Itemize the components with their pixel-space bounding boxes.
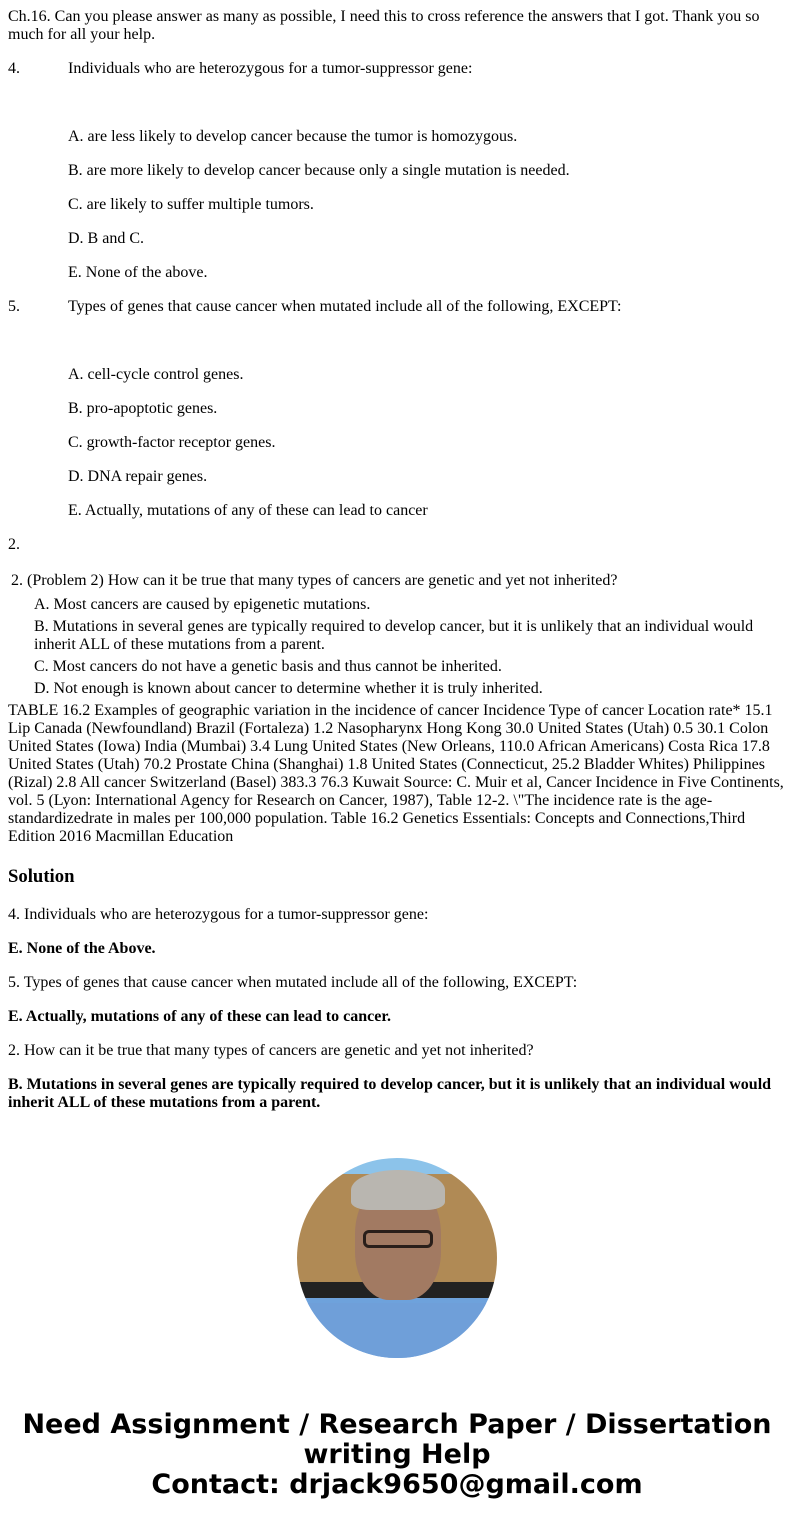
answer-text: E. None of the Above. <box>8 940 156 957</box>
option: C. are likely to suffer multiple tumors. <box>68 196 314 213</box>
spacer <box>8 94 786 112</box>
footer-contact: Contact: drjack9650@gmail.com <box>151 1469 643 1500</box>
solution-answer <box>8 940 786 958</box>
question-text: Individuals who are heterozygous for a tumor-suppressor gene: <box>68 60 473 77</box>
question-number: 4. <box>8 60 20 77</box>
spacer <box>8 332 786 350</box>
footer-banner <box>8 1410 786 1500</box>
option: C. growth-factor receptor genes. <box>68 434 276 451</box>
author-photo-wrap <box>8 1158 786 1358</box>
option: B. are more likely to develop cancer because only a single mutation is needed. <box>68 162 570 179</box>
question-number: 5. <box>8 298 20 315</box>
solution-question: 2. How can it be true that many types of cancers are genetic and yet not inherited? <box>8 1042 534 1059</box>
footer-help-text: Need Assignment / Research Paper / Dissertation writing Help <box>22 1409 772 1470</box>
option: A. Most cancers are caused by epigenetic mutations. <box>34 596 371 613</box>
solution-answer <box>8 1076 786 1112</box>
solution-answer <box>8 1008 786 1026</box>
question-2-text: 2. (Problem 2) How can it be true that many types of cancers are genetic and yet not inherited? <box>11 572 618 589</box>
option: A. cell-cycle control genes. <box>68 366 244 383</box>
question-2-options <box>34 596 786 698</box>
question-5 <box>8 298 786 316</box>
answer-text: E. Actually, mutations of any of these can lead to cancer. <box>8 1008 391 1025</box>
question-text: Types of genes that cause cancer when mutated include all of the following, EXCEPT: <box>68 298 622 315</box>
option: D. DNA repair genes. <box>68 468 208 485</box>
option: B. pro-apoptotic genes. <box>68 400 218 417</box>
solution-question: 5. Types of genes that cause cancer when mutated include all of the following, EXCEPT: <box>8 974 578 991</box>
question-4 <box>8 60 786 78</box>
intro-text: Ch.16. Can you please answer as many as possible, I need this to cross reference the answers that I got. Thank you so much for all your help. <box>8 8 760 43</box>
solution-question: 4. Individuals who are heterozygous for a tumor-suppressor gene: <box>8 906 429 923</box>
question-2-number: 2. <box>8 536 20 553</box>
option: A. are less likely to develop cancer because the tumor is homozygous. <box>68 128 518 145</box>
option: B. Mutations in several genes are typically required to develop cancer, but it is unlikely that an individual would inherit ALL of these mutations from a parent. <box>34 618 754 653</box>
solution-heading: Solution <box>8 866 75 887</box>
table-16-2-text: TABLE 16.2 Examples of geographic variation in the incidence of cancer Incidence Type of cancer Location rate* 15.1 Lip Canada (Newfoundland) Brazil (Fortaleza) 1.2 Nasopharynx Hong Kong 30.0 United States (Utah) 0.5 30.1 Colon United States (Iowa) India (Mumbai) 3.4 Lung United States (New Orleans, 110.0 African Americans) Costa Rica 17.8 United States (Utah) 70.2 Prostate China (Shanghai) 1.8 United States (Connecticut, 25.2 Bladder Whites) Philippines (Rizal) 2.8 All cancer Switzerland (Basel) 383.3 76.3 Kuwait Source: C. Muir et al, Cancer Incidence in Five Continents, vol. 5 (Lyon: International Agency for Research on Cancer, 1987), Table 12-2. \"The incidence rate is the age-standardizedrate in males per 100,000 population. Table 16.2 Genetics Essentials: Concepts and Connections,Third Edition 2016 Macmillan Education <box>8 702 784 845</box>
hair <box>351 1170 445 1210</box>
option: D. B and C. <box>68 230 144 247</box>
author-avatar <box>297 1158 497 1358</box>
glasses-icon <box>363 1230 433 1248</box>
answer-text: B. Mutations in several genes are typically required to develop cancer, but it is unlikely that an individual would inherit ALL of these mutations from a parent. <box>8 1076 772 1111</box>
option: D. Not enough is known about cancer to determine whether it is truly inherited. <box>34 680 543 697</box>
option: E. Actually, mutations of any of these can lead to cancer <box>68 502 428 519</box>
option: E. None of the above. <box>68 264 208 281</box>
shirt <box>297 1303 497 1358</box>
option: C. Most cancers do not have a genetic basis and thus cannot be inherited. <box>34 658 502 675</box>
